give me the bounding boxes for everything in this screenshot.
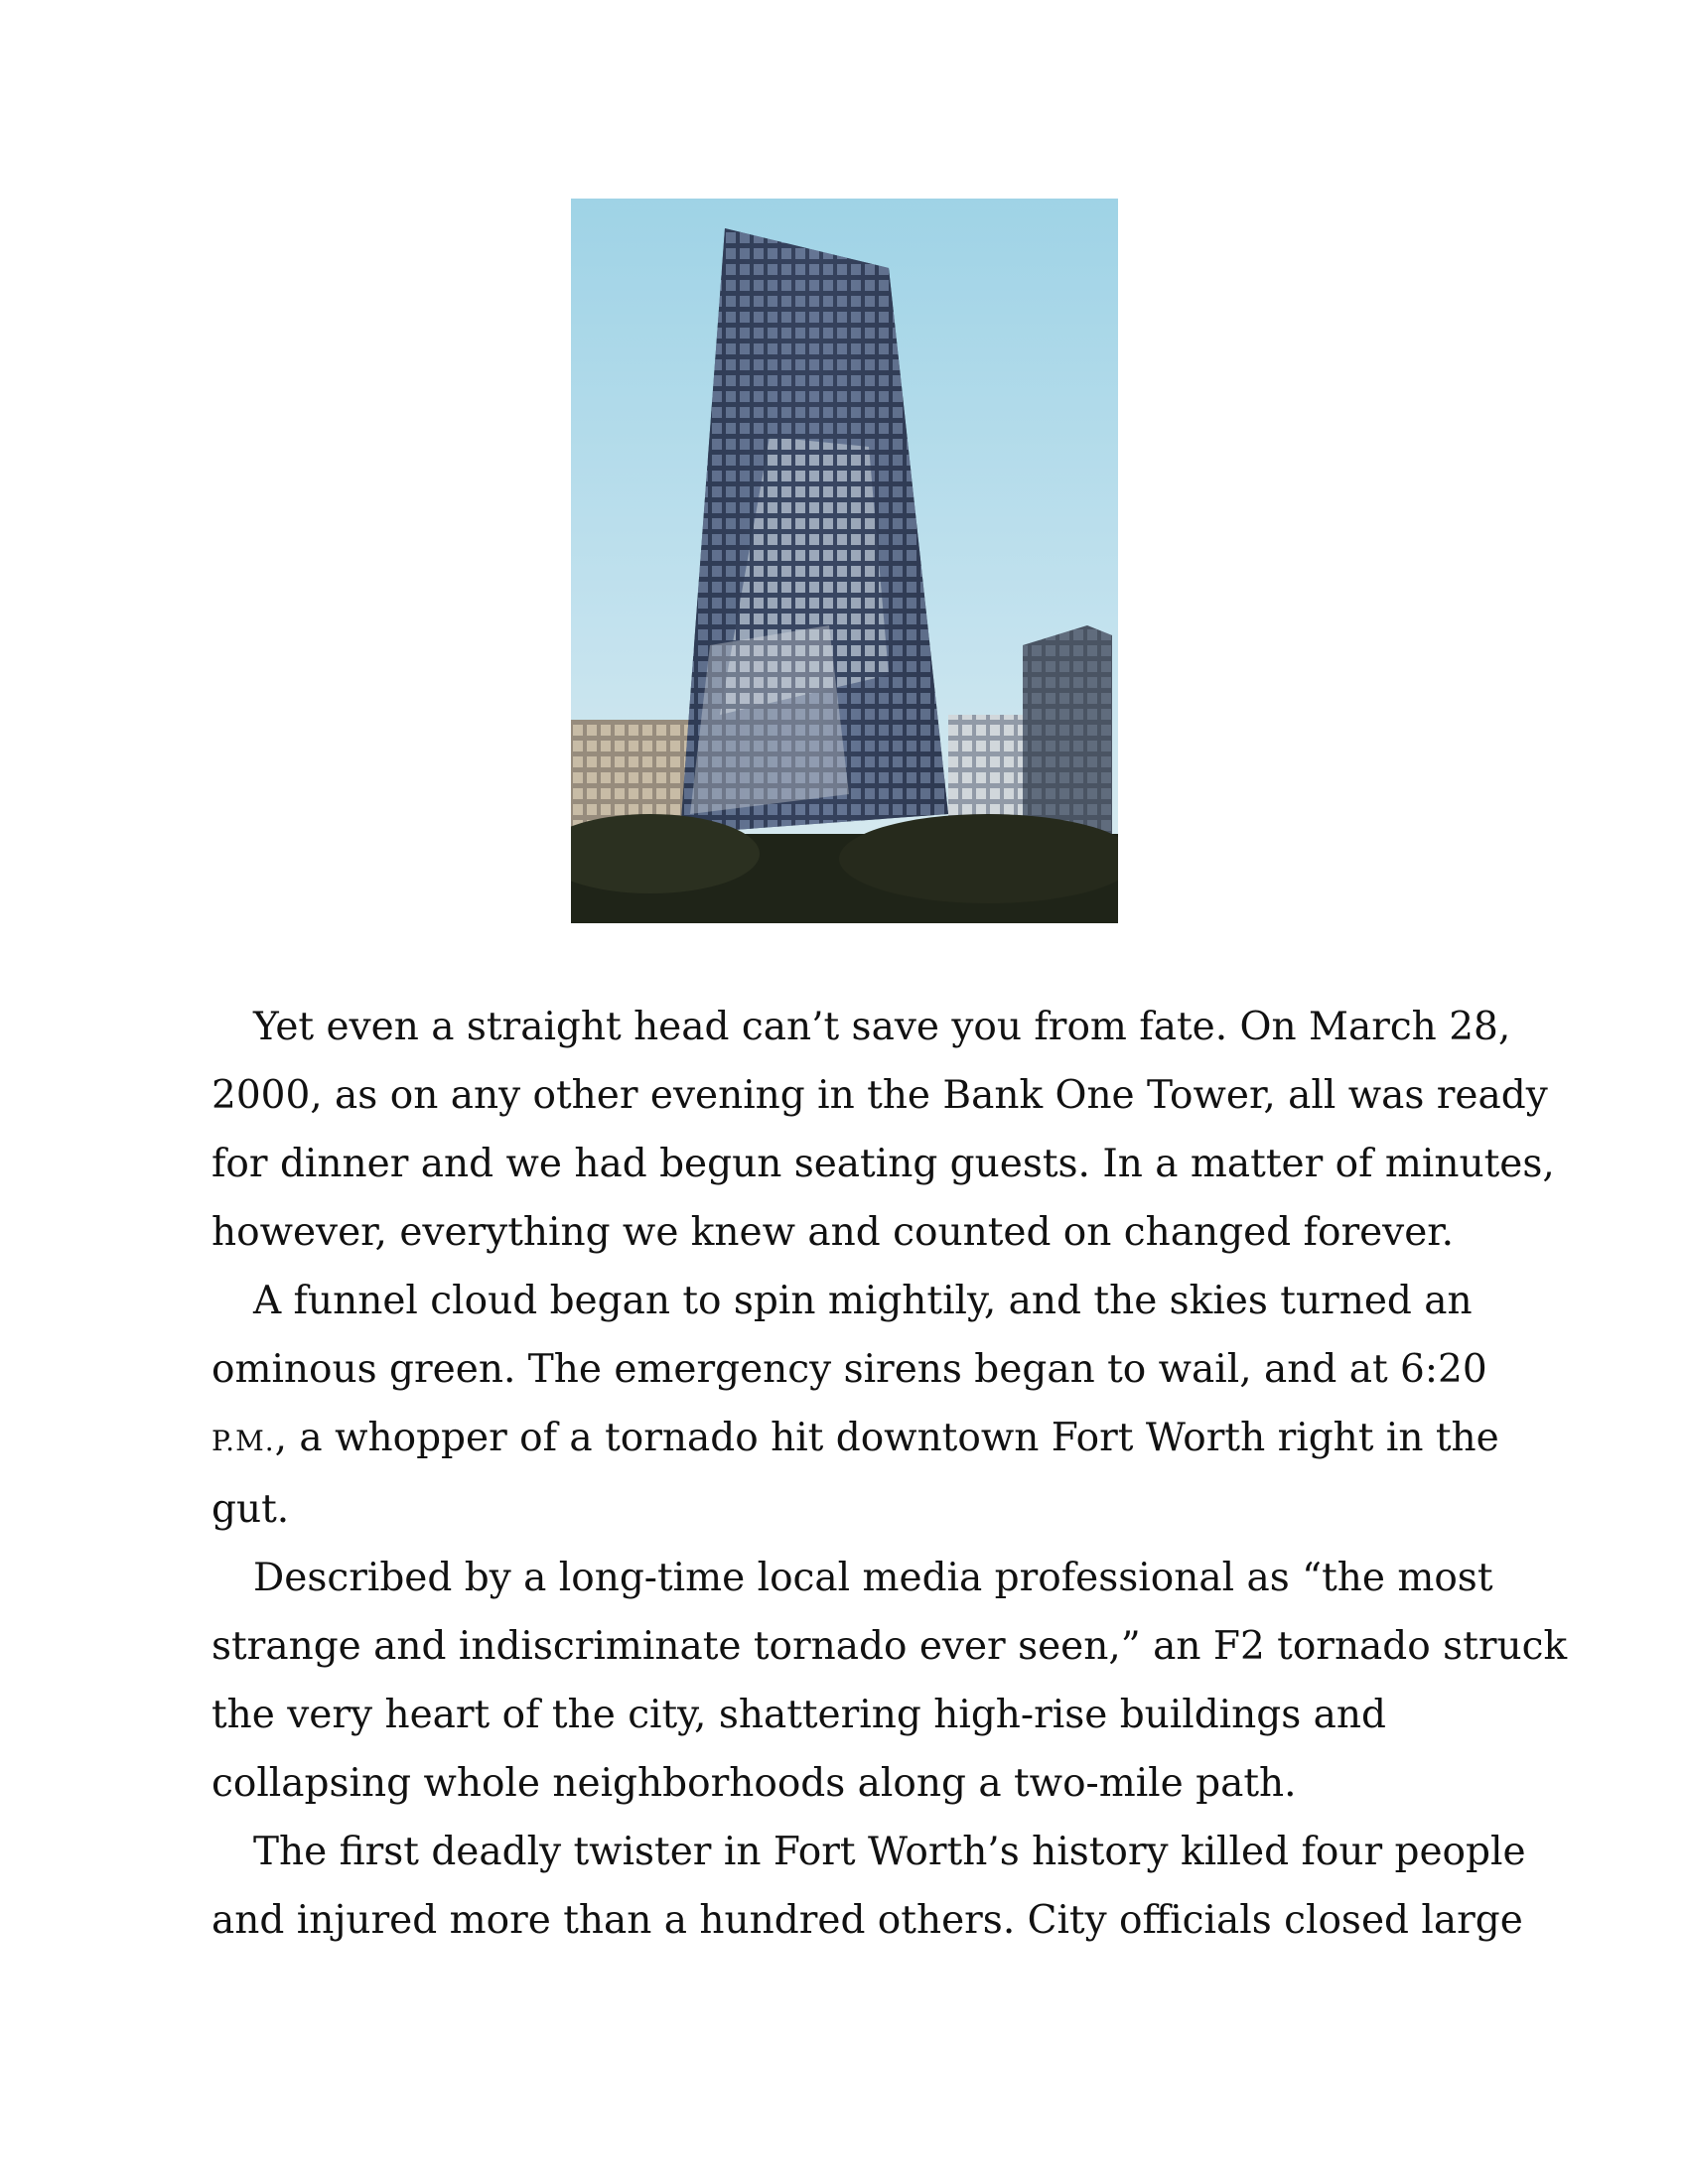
- paragraph-1-line-2: 2000, as on any other evening in the Bank One Tower, all was ready: [211, 1073, 1548, 1118]
- paragraph-2-line-1: A funnel cloud began to spin mightily, and the skies turned an: [253, 1279, 1473, 1323]
- paragraph-2-line-3-rest: , a whopper of a tornado hit downtown Fort Worth right in the: [274, 1416, 1499, 1460]
- paragraph-4-line-1: The first deadly twister in Fort Worth’s history killed four people: [253, 1830, 1526, 1874]
- paragraph-2-line-2: ominous green. The emergency sirens began to wail, and at 6:20: [211, 1347, 1487, 1392]
- body-text: [211, 993, 1568, 1955]
- time-abbreviation: P.M.: [211, 1425, 275, 1457]
- paragraph-3-line-2: strange and indiscriminate tornado ever seen,” an F2 tornado struck: [211, 1624, 1568, 1669]
- tower-photo: [571, 199, 1118, 923]
- paragraph-3-line-4: collapsing whole neighborhoods along a two-mile path.: [211, 1761, 1297, 1806]
- paragraph-3-line-3: the very heart of the city, shattering high-rise buildings and: [211, 1693, 1386, 1737]
- paragraph-3-line-1: Described by a long-time local media professional as “the most: [253, 1556, 1493, 1600]
- paragraph-2-line-4: gut.: [211, 1487, 290, 1532]
- paragraph-1-line-4: however, everything we knew and counted on changed forever.: [211, 1210, 1455, 1255]
- paragraph-1-line-3: for dinner and we had begun seating guests. In a matter of minutes,: [211, 1142, 1555, 1186]
- paragraph-4-line-2: and injured more than a hundred others. City officials closed large: [211, 1898, 1523, 1943]
- paragraph-2-line-3: [211, 1404, 1499, 1475]
- paragraph-1-line-1: Yet even a straight head can’t save you from fate. On March 28,: [253, 1005, 1511, 1049]
